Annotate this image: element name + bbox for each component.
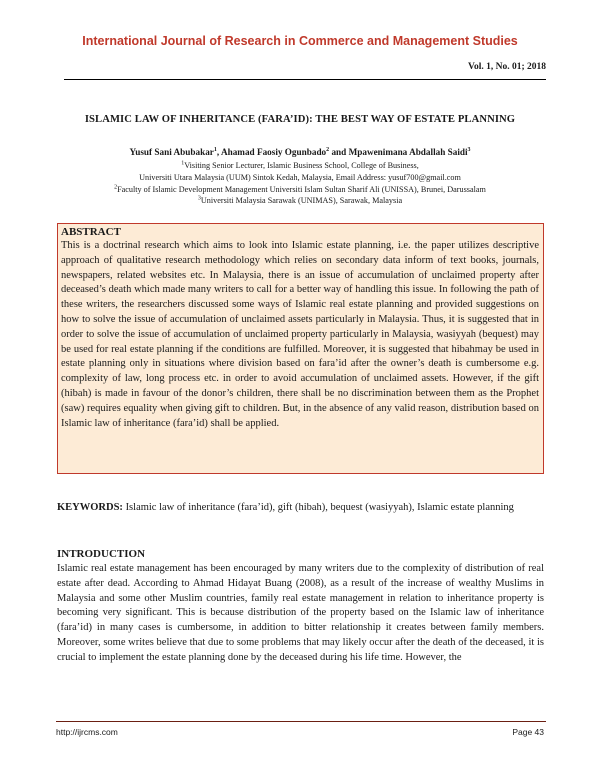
footer-url[interactable]: http://ijrcms.com [56, 727, 118, 737]
affiliation-line [0, 172, 600, 184]
journal-title: International Journal of Research in Commerce and Management Studies [82, 34, 518, 48]
author-name: Yusuf Sani Abubakar [129, 147, 214, 157]
introduction-heading: INTRODUCTION [57, 548, 146, 560]
author-list [0, 147, 600, 157]
affiliation-sup: 2 [114, 183, 118, 190]
volume-info: Vol. 1, No. 01; 2018 [467, 62, 546, 72]
affiliation-line [0, 160, 600, 172]
author-sup: 3 [467, 146, 471, 153]
header-divider [64, 79, 546, 80]
abstract-heading: ABSTRACT [61, 226, 121, 238]
affiliation-sup: 3 [197, 195, 201, 202]
author-name: Ahamad Faosiy Ogunbado [220, 147, 327, 157]
keywords [57, 501, 544, 516]
introduction-text: Islamic real estate management has been encouraged by many writers due to the complexity of distribution of real estate after dead. According to Ahmad Hidayat Buang (2008), as a result of the increase of wealthy Muslims in Malaysia and some other Muslim countries, family real estate management in relation to inheritance property is becoming very significant. This is because distribution of the property based on the Islamic law of inheritance (fara’id) in many cases is cumbersome, in addition to bitter relationship it creates between family members. Moreover, some writes believe that due to some problems that may likely occur after the death of the deceased, it is crucial to implement the estate planning done by the deceased during his life time. However, the [57, 563, 544, 663]
keywords-label: KEYWORDS: [57, 502, 123, 513]
affiliation-text: Universiti Malaysia Sarawak (UNIMAS), Sarawak, Malaysia [200, 196, 403, 206]
author-sep: , [216, 147, 221, 157]
affiliations [0, 160, 600, 207]
footer-divider [56, 721, 546, 722]
affiliation-text: Visiting Senior Lecturer, Islamic Business School, College of Business, [184, 161, 419, 170]
affiliation-sup: 1 [181, 160, 185, 167]
author-sep: and [329, 147, 349, 157]
affiliation-text: Universiti Utara Malaysia (UUM) Sintok Kedah, Malaysia, Email Address: yusuf700@gmail.com [139, 172, 461, 182]
keywords-text: Islamic law of inheritance (fara’id), gift (hibah), bequest (wasiyyah), Islamic estate planning [122, 502, 514, 513]
affiliation-text: Faculty of Islamic Development Management Universiti Islam Sultan Sharif Ali (UNISSA), Brunei, Darussalam [117, 184, 486, 194]
abstract-box [57, 223, 544, 474]
author-sup: 2 [326, 146, 330, 153]
author-sup: 1 [213, 146, 217, 153]
page-number: Page 43 [512, 727, 544, 737]
affiliation-line [0, 195, 600, 207]
affiliation-line [0, 184, 600, 196]
abstract-text: This is a doctrinal research which aims to look into Islamic estate planning, i.e. the paper utilizes descriptive approach of qualitative research methodology which relies on secondary data inform of text books, journals, newspapers, related websites etc. In Malaysia, there is an issue of accumulation of unclaimed property after deceased’s death which made many writers to call for a better way of handling this issue. In following the path of these writers, the researchers discussed some ways of Islamic real estate planning and provided suggestions on how to solve the issue of accumulation of unclaimed assets particularly in Malaysia. Thus, it is suggested that in order to solve the issue of accumulation of unclaimed property particularly in Malaysia, wasiyyah (bequest) may be used for real estate planning if the conditions are fulfilled. Moreover, it is suggested that hibahmay be used in estate planning only in situations where division based on fara’id after the owner’s death is cumbersome e.g. complexity of law, long process etc. in order to avoid accumulation of unclaimed assets. However, if the gift (hibah) is made in favour of the donor’s children, there shall be no discrimination between them as the Prophet (saw) requires equality when giving gift to children. But, in the absence of any valid reason, distribution based on Islamic law of inheritance (fara’id) shall be applied. [61, 240, 539, 429]
paper-title: ISLAMIC LAW OF INHERITANCE (FARA’ID): THE BEST WAY OF ESTATE PLANNING [84, 114, 516, 125]
author-name: Mpawenimana Abdallah Saidi [348, 147, 468, 157]
